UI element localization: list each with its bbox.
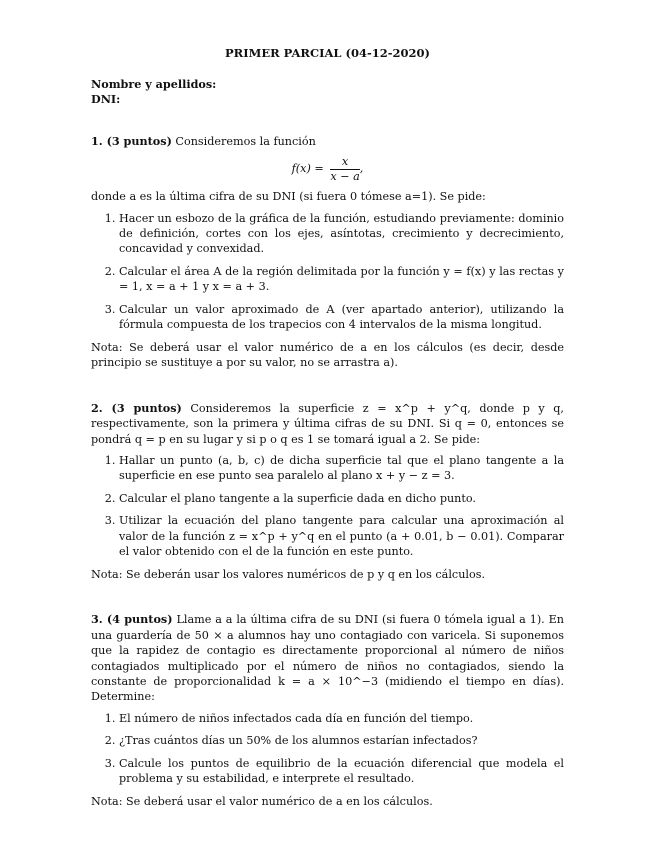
name-label: Nombre y apellidos: — [91, 76, 217, 91]
problem-1-formula — [91, 155, 564, 183]
problem-1-number: 1. (3 puntos) — [91, 133, 172, 148]
exam-title: PRIMER PARCIAL (04-12-2020) — [225, 46, 430, 60]
problem-3-item-3: 3. Calcule los puntos de equilibrio de la ecuación diferencial que modela el problema y su estabilidad, e interprete el resultado. — [119, 756, 564, 787]
problem-3-item-2: 2. ¿Tras cuántos días un 50% de los alumnos estarían infectados? — [119, 733, 564, 748]
problem-1-item-3: 3. Calcular un valor aproximado de A (ver apartado anterior), utilizando la fórmula compuesta de los trapecios con 4 intervalos de la misma longitud. — [119, 302, 564, 333]
dni-label: DNI: — [91, 92, 121, 107]
problem-3-number: 3. (4 puntos) — [91, 612, 173, 627]
problem-2-nota: Nota: Se deberán usar los valores numéricos de p y q en los cálculos. — [91, 567, 486, 581]
problem-2-number: 2. (3 puntos) — [91, 400, 182, 415]
problem-2-list — [91, 453, 564, 560]
formula-numerator: x — [330, 155, 359, 169]
problem-1-intro: Consideremos la función — [175, 134, 316, 148]
problem-1-list — [91, 211, 564, 333]
formula-end: , — [359, 162, 364, 176]
problem-2-intro: Consideremos la superficie z = x^p + y^q, donde p y q, respectivamente, son la primera y última cifras de su DNI. Si q = 0, entonces se pondrá q = p en su lugar y si p o q es 1 se tomará igual a 2. Se pide: — [91, 401, 564, 446]
problem-3 — [91, 612, 564, 809]
problem-1-statement — [91, 134, 564, 149]
formula-fraction — [330, 155, 359, 183]
problem-3-nota: Nota: Se deberá usar el valor numérico de a en los cálculos. — [91, 794, 433, 808]
problem-3-intro: Llame a a la última cifra de su DNI (si fuera 0 tómela igual a 1). En una guardería de 50 × a alumnos hay uno contagiado con varicela. Si suponemos que la rapidez de contagio es directamente proporcional al número de niños contagiados multiplicado por el número de niños no contagiados, siendo la constante de proporcionalidad k = a × 10^−3 (midiendo el tiempo en días). Determine: — [91, 613, 564, 704]
problem-2 — [91, 401, 564, 583]
formula-denominator: x − a — [330, 169, 360, 183]
problem-1-item-1: 1. Hacer un esbozo de la gráfica de la función, estudiando previamente: dominio de definición, cortes con los ejes, asíntotas, crecimiento y decrecimiento, concavidad y convexidad. — [119, 211, 564, 257]
problem-3-list — [91, 711, 564, 787]
problem-1-item-2: 2. Calcular el área A de la región delimitada por la función y = f(x) y las rectas y = 1, x = a + 1 y x = a + 3. — [119, 264, 564, 295]
exam-content — [91, 46, 564, 809]
problem-3-item-1: 1. El número de niños infectados cada día en función del tiempo. — [119, 711, 564, 726]
problem-1-after: donde a es la última cifra de su DNI (si fuera 0 tómese a=1). Se pide: — [91, 190, 486, 204]
problem-2-item-3: 3. Utilizar la ecuación del plano tangente para calcular una aproximación al valor de la función z = x^p + y^q en el punto (a + 0.01, b − 0.01). Comparar el valor obtenido con el de la función en este punto. — [119, 513, 564, 559]
problem-2-item-2: 2. Calcular el plano tangente a la superficie dada en dicho punto. — [119, 491, 564, 506]
problem-1 — [91, 134, 564, 371]
problem-1-nota: Nota: Se deberá usar el valor numérico de a en los cálculos (es decir, desde principio se sustituye a por su valor, no se arrastra a). — [91, 340, 564, 370]
problem-2-statement — [91, 401, 564, 447]
problem-3-statement — [91, 612, 564, 705]
problem-2-item-1: 1. Hallar un punto (a, b, c) de dicha superficie tal que el plano tangente a la superficie en ese punto sea paralelo al plano x + y − z = 3. — [119, 453, 564, 484]
formula-lhs: f(x) = — [291, 162, 324, 176]
